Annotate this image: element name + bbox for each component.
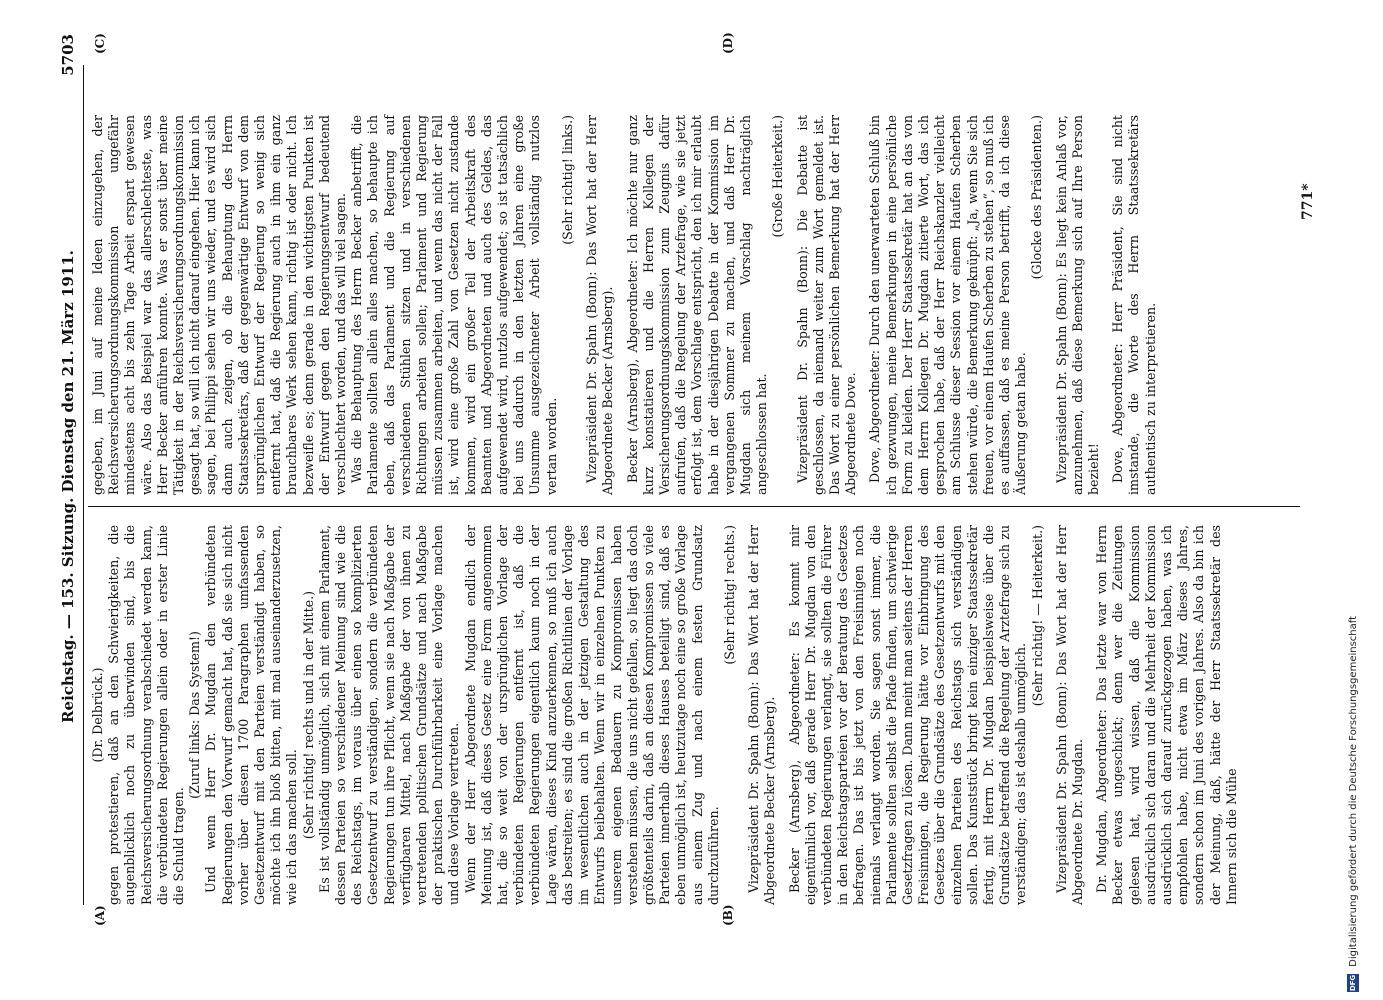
paragraph: Was die Behauptung des Herrn Becker anbetrifft, die Parlamente sollten allein alles machen, so behaupte ich eben, daß das Parlament und die Regierung auf verschiedenen Stühlen sitzen und in verschiedenen Richtungen arbeiten sollen; Parlament und Regierung müssen zusammen arbeiten, und wenn das nicht der Fall ist, wird eine große Zahl von Gesetzen nicht zustande kommen, wird ein großer Teil der Arbeitskraft des Beamten und Abgeordneten und auch des Geldes, das aufgewendet wird, nutzlos aufgewendet; so ist tatsächlich bei uns dadurch in den letzten Jahren eine große Unsumme ausgezeichneter Arbeit vollständig nutzlos vertan worden.	[349, 115, 559, 495]
header-rule	[83, 65, 84, 905]
digitization-text: Digitalisierung gefördert durch die Deutsche Forschungsgemeinschaft	[1348, 615, 1359, 967]
left-column	[90, 525, 1240, 905]
column-divider	[88, 506, 1300, 507]
paragraph: gegen protestieren, daß an den Schwierigkeiten, die augenblicklich noch zu überwinden sind, bis die Reichsversicherungsordnung verabschiedet werden kann, die verbündeten Regierungen allein oder in erster Linie die Schuld tragen.	[106, 525, 187, 905]
paragraph: gegeben, im Juni auf meine Ideen einzugehen, der Reichsversicherungsordnungskommission ungefähr mindestens acht bis zehn Tage Arbeit erspart gewesen wäre. Also das Beispiel war das allerschlechteste, was Herr Becker anführen konnte. Was er sonst über meine Tätigkeit in der Reichsversicherungsordnungskommission gesagt hat, so will ich nicht darauf eingehen. Hier kann ich sagen, bei Philippi sehen wir uns wieder, und es wird sich dann auch zeigen, ob die Behauptung des Herrn Staatssekretärs, daß der gegenwärtige Entwurf von dem ursprünglichen Entwurf der Regierung so wenig sich entfernt hat, daß die Regierung auch in ihm ein ganz brauchbares Werk sehen kann, richtig ist oder nicht. Ich bezweifle es; denn gerade in den wichtigsten Punkten ist der Entwurf gegen den Regierungsentwurf bedeutend verschlechtert worden, und das will viel sagen.	[90, 115, 349, 495]
header-title: Reichstag. — 153. Sitzung. Dienstag den 21. März 1911.	[59, 250, 77, 723]
page-number: 5703	[59, 34, 77, 76]
paragraph: Dove, Abgeordneter: Durch den unerwarteten Schluß bin ich gezwungen, meine Bemerkungen in eine persönliche Form zu kleiden. Der Herr Staatssekretär hat an das von dem Herrn Kollegen Dr. Mugdan zitierte Wort, das ich gesprochen habe, daß der Herr Reichskanzler vielleicht am Schlusse dieser Session vor einem Haufen Scherben stehen würde, die Bemerkung geknüpft: „Ja, wenn Sie sich freuen, vor einem Haufen Scherben zu stehen“, so muß ich es auffassen, daß es meine Person betrifft, da ich diese Äußerung getan habe.	[867, 115, 1029, 495]
interjection: (Sehr richtig! — Heiterkeit.)	[1029, 525, 1045, 707]
interjection: (Glocke des Präsidenten.)	[1029, 115, 1045, 280]
paragraph: Dove, Abgeordneter: Herr Präsident, Sie sind nicht imstande, die Worte des Herrn Staatssekretärs authentisch zu interpretieren.	[1110, 115, 1158, 495]
paragraph: Becker (Arnsberg), Abgeordneter: Ich möchte nur ganz kurz konstatieren und die Herren Kollegen der Versicherungsordnungskommission zum Zeugnis dafür aufrufen, daß die Regelung der Arztefrage, wie sie jetzt erfolgt ist, dem Vorschlage entspricht, den ich mir erlaubt habe in der diesjährigen Debatte in der Kommission im vergangenen Sommer zu machen, und daß Herr Dr. Mugdan sich meinem Vorschlag nachträglich angeschlossen hat.	[624, 115, 770, 495]
paragraph: Dr. Mugdan, Abgeordneter: Das letzte war von Herrn Becker etwas ungeschickt; denn wer die Zeitungen gelesen hat, wird wissen, daß die Kommission ausdrücklich sich daran und die Mehrheit der Kommission ausdrücklich sich darauf zurückgezogen haben, was ich empfohlen habe, nicht etwa im März dieses Jahres, sondern schon im Juni des vorigen Jahres. Also da bin ich der Meinung, daß, hätte der Herr Staatssekretär des Innern sich die Mühe	[1094, 525, 1239, 905]
interjection: (Sehr richtig! links.)	[559, 115, 575, 245]
margin-marker-b: (B)	[721, 904, 735, 926]
speaker-announcement: Vizepräsident Dr. Spahn (Bonn): Die Debatte ist geschlossen, da niemand weiter zum Wort gemeldet ist. Das Wort zu einer persönlichen Bemerkung hat der Herr Abgeordnete Dove.	[794, 115, 859, 495]
page-header	[59, 34, 82, 904]
interjection: (Zuruf links: Das System!)	[187, 631, 203, 799]
paragraph: Und wenn Herr Dr. Mugdan den verbündeten Regierungen den Vorwurf gemacht hat, daß sie sich nicht vorher über diesen 1700 Paragraphen umfassenden Gesetzentwurf mit den Parteien verständigt haben, so möchte ich ihn bloß bitten, mit mal auseinanderzusetzen, wie ich das machen soll.	[203, 525, 300, 905]
speaker-announcement: Vizepräsident Dr. Spahn (Bonn): Das Wort hat der Herr Abgeordnete Dr. Mugdan.	[1053, 525, 1085, 905]
interjection: (Sehr richtig! rechts.)	[721, 525, 737, 665]
speaker-announcement: Vizepräsident Dr. Spahn (Bonn): Das Wort hat der Herr Abgeordnete Becker (Arnsberg).	[746, 525, 778, 905]
margin-marker-c: (C)	[93, 33, 107, 54]
paragraph: Wenn der Herr Abgeordnete Mugdan endlich der Meinung ist, daß dieses Gesetz eine Form angenommen hat, die so weit von der ursprünglichen Vorlage der verbündeten Regierungen entfernt ist, daß die verbündeten Regierungen eigentlich kaum noch in der Lage wären, dieses Kind anzuerkennen, so muß ich auch das bestreiten; es sind die großen Richtlinien der Vorlage im wesentlichen auch in der jetzigen Gestaltung des Entwurfs beibehalten. Wenn wir in einzelnen Punkten zu unserem eigenen Bedauern zu Kompromissen haben verstehen müssen, die uns nicht gefallen, so liegt das doch größtenteils darin, daß an diesen Kompromissen so viele Parteien innerhalb dieses Hauses beteiligt sind, daß es eben unmöglich ist, heutzutage noch eine so große Vorlage aus einem Zug und nach einem festen Grundsatz durchzuführen.	[462, 525, 721, 905]
speaker-announcement: Vizepräsident Dr. Spahn (Bonn): Es liegt kein Anlaß vor, anzunehmen, daß diese Bemerkung sich auf Ihre Person bezieht!	[1053, 115, 1101, 495]
interjection: (Große Heiterkeit.)	[770, 115, 786, 238]
speaker-tag: (Dr. Delbrück.)	[90, 667, 105, 763]
paragraph: Becker (Arnsberg), Abgeordneter: Es kommt mir eigentümlich vor, daß gerade Herr Dr. Mugdan von den verbündeten Regierungen verlangt, sie sollten die Führer in den Reichstagsparteien vor der Beratung des Gesetzes befragen. Das ist bis jetzt von den Freisinnigen noch niemals verlangt worden. Sie sagen sonst immer, die Parlamente sollten selbst die Pfade finden, um schwierige Gesetzfragen zu lösen. Dann meint man seitens der Herren Freisinnigen, die Regierung hätte vor Einbringung des Gesetzes über die Grundsätze des Gesetzentwurfs mit den einzelnen Parteien des Reichstags sich verständigen sollen. Das Kunststück bringt kein einziger Staatssekretär fertig, mit Herrn Dr. Mugdan beispielsweise über die Grundsätze betreffend die Regelung der Arztefrage sich zu verständigen; das ist deshalb unmöglich.	[786, 525, 1029, 905]
digitization-note	[1346, 616, 1362, 992]
paragraph: Es ist vollständig unmöglich, sich mit einem Parlament, dessen Parteien so verschiedener Meinung sind wie die des Reichstags, im voraus über einen so komplizierten Gesetzentwurf zu verständigen, sondern die verbündeten Regierungen tun ihre Pflicht, wenn sie nach Maßgabe der verfügbaren Mittel, nach Maßgabe der von ihnen zu vertretenden politischen Grundsätze und nach Maßgabe der praktischen Durchführbarkeit eine Vorlage machen und diese Vorlage vertreten.	[316, 525, 462, 905]
margin-marker-d: (D)	[721, 32, 735, 54]
speaker-announcement: Vizepräsident Dr. Spahn (Bonn): Das Wort hat der Herr Abgeordnete Becker (Arnsberg).	[584, 115, 616, 495]
right-column	[90, 115, 1159, 495]
dfg-logo-icon: DFG	[1349, 974, 1357, 992]
interjection: (Sehr richtig! rechts und in der Mitte.)	[300, 590, 316, 840]
page-signature: 771*	[1300, 183, 1316, 220]
margin-marker-a: (A)	[93, 905, 107, 926]
